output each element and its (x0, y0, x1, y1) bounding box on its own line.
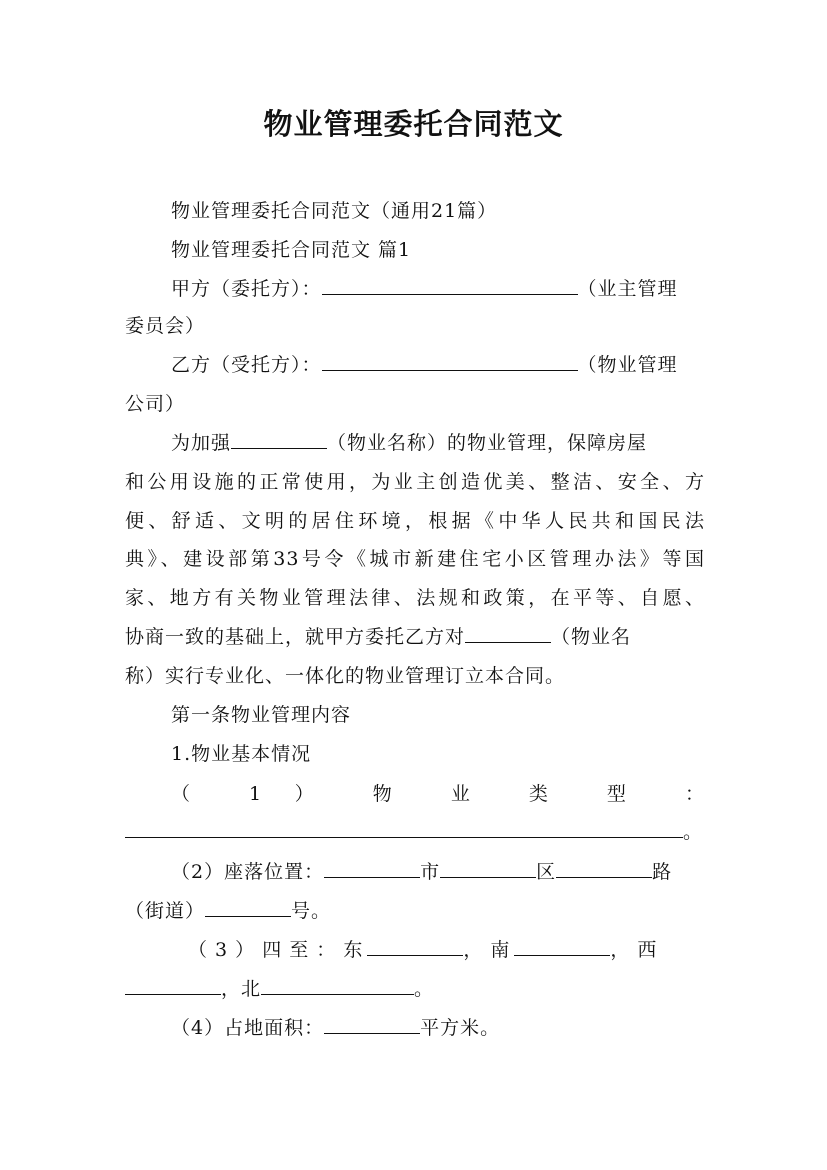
area-unit: 平方米。 (420, 1017, 501, 1039)
intro-line-6 (125, 625, 705, 649)
location-line (171, 860, 705, 884)
boundaries-line (188, 938, 705, 962)
party-b-note-cont: 公司） (125, 393, 186, 415)
article-1-heading: 第一条物业管理内容 (171, 704, 352, 726)
district-label: 区 (536, 861, 557, 883)
west-blank (125, 977, 221, 995)
party-a-note-cont: 委员会） (125, 315, 206, 337)
intro-text: 协商一致的基础上，就甲方委托乙方对 (125, 626, 466, 648)
number-label: 号。 (291, 900, 332, 922)
east-blank (367, 938, 463, 956)
party-b-note: （物业管理 (577, 354, 678, 376)
area-label: （4）占地面积： (171, 1017, 325, 1039)
intro-text: （物业名称）的物业管理，保障房屋 (327, 432, 648, 454)
south-blank (514, 938, 610, 956)
area-blank (324, 1016, 420, 1034)
property-name-blank-2 (465, 625, 551, 643)
intro-line-4: 典》、建设部第33号令《城市新建住宅小区管理办法》等国 (125, 548, 705, 570)
intro-line-2: 和公用设施的正常使用，为业主创造优美、整洁、安全、方 (125, 471, 705, 493)
property-type-blank (125, 820, 683, 838)
party-a-blank (322, 277, 578, 295)
section-1-heading: 1.物业基本情况 (171, 743, 312, 765)
district-blank (440, 860, 536, 878)
document-title: 物业管理委托合同范文 (263, 107, 564, 141)
intro-text: 为加强 (171, 432, 232, 454)
intro-line-7: 称）实行专业化、一体化的物业管理订立本合同。 (125, 665, 566, 687)
boundaries-line-cont (125, 977, 705, 1001)
document-subtitle: 物业管理委托合同范文（通用21篇） (171, 200, 498, 222)
boundaries-label: （ 3 ） 四 至 ： 东 (188, 939, 364, 961)
intro-line-1 (171, 431, 705, 455)
end-mark: 。 (683, 821, 704, 843)
party-a-note: （业主管理 (577, 278, 678, 300)
road-blank (556, 860, 652, 878)
north-label: ，北 (221, 978, 262, 1000)
south-label: ， 南 (463, 939, 511, 961)
party-b-label: 乙方（受托方）： (171, 354, 322, 376)
street-label: （街道） (125, 900, 206, 922)
property-name-blank (231, 431, 327, 449)
party-b-line (171, 353, 705, 377)
city-blank (324, 860, 420, 878)
area-line (171, 1016, 705, 1040)
west-label: ， 西 (610, 939, 658, 961)
party-a-line (171, 277, 705, 301)
property-type-label: （ 1 ） 物 业 类 型 ： (171, 783, 705, 805)
intro-line-3: 便、舒适、文明的居住环境，根据《中华人民共和国民法 (125, 510, 705, 532)
city-label: 市 (420, 861, 441, 883)
road-label: 路 (652, 861, 673, 883)
location-line-cont (125, 899, 705, 923)
north-blank (261, 977, 414, 995)
chapter-heading: 物业管理委托合同范文 篇1 (171, 239, 412, 261)
number-blank (205, 899, 291, 917)
intro-line-5: 家、地方有关物业管理法律、法规和政策，在平等、自愿、 (125, 587, 705, 609)
party-a-label: 甲方（委托方）： (171, 278, 322, 300)
location-label: （2）座落位置： (171, 861, 325, 883)
party-b-blank (322, 353, 578, 371)
property-type-line (125, 820, 705, 844)
end-mark: 。 (414, 978, 435, 1000)
intro-text: （物业名 (551, 626, 632, 648)
